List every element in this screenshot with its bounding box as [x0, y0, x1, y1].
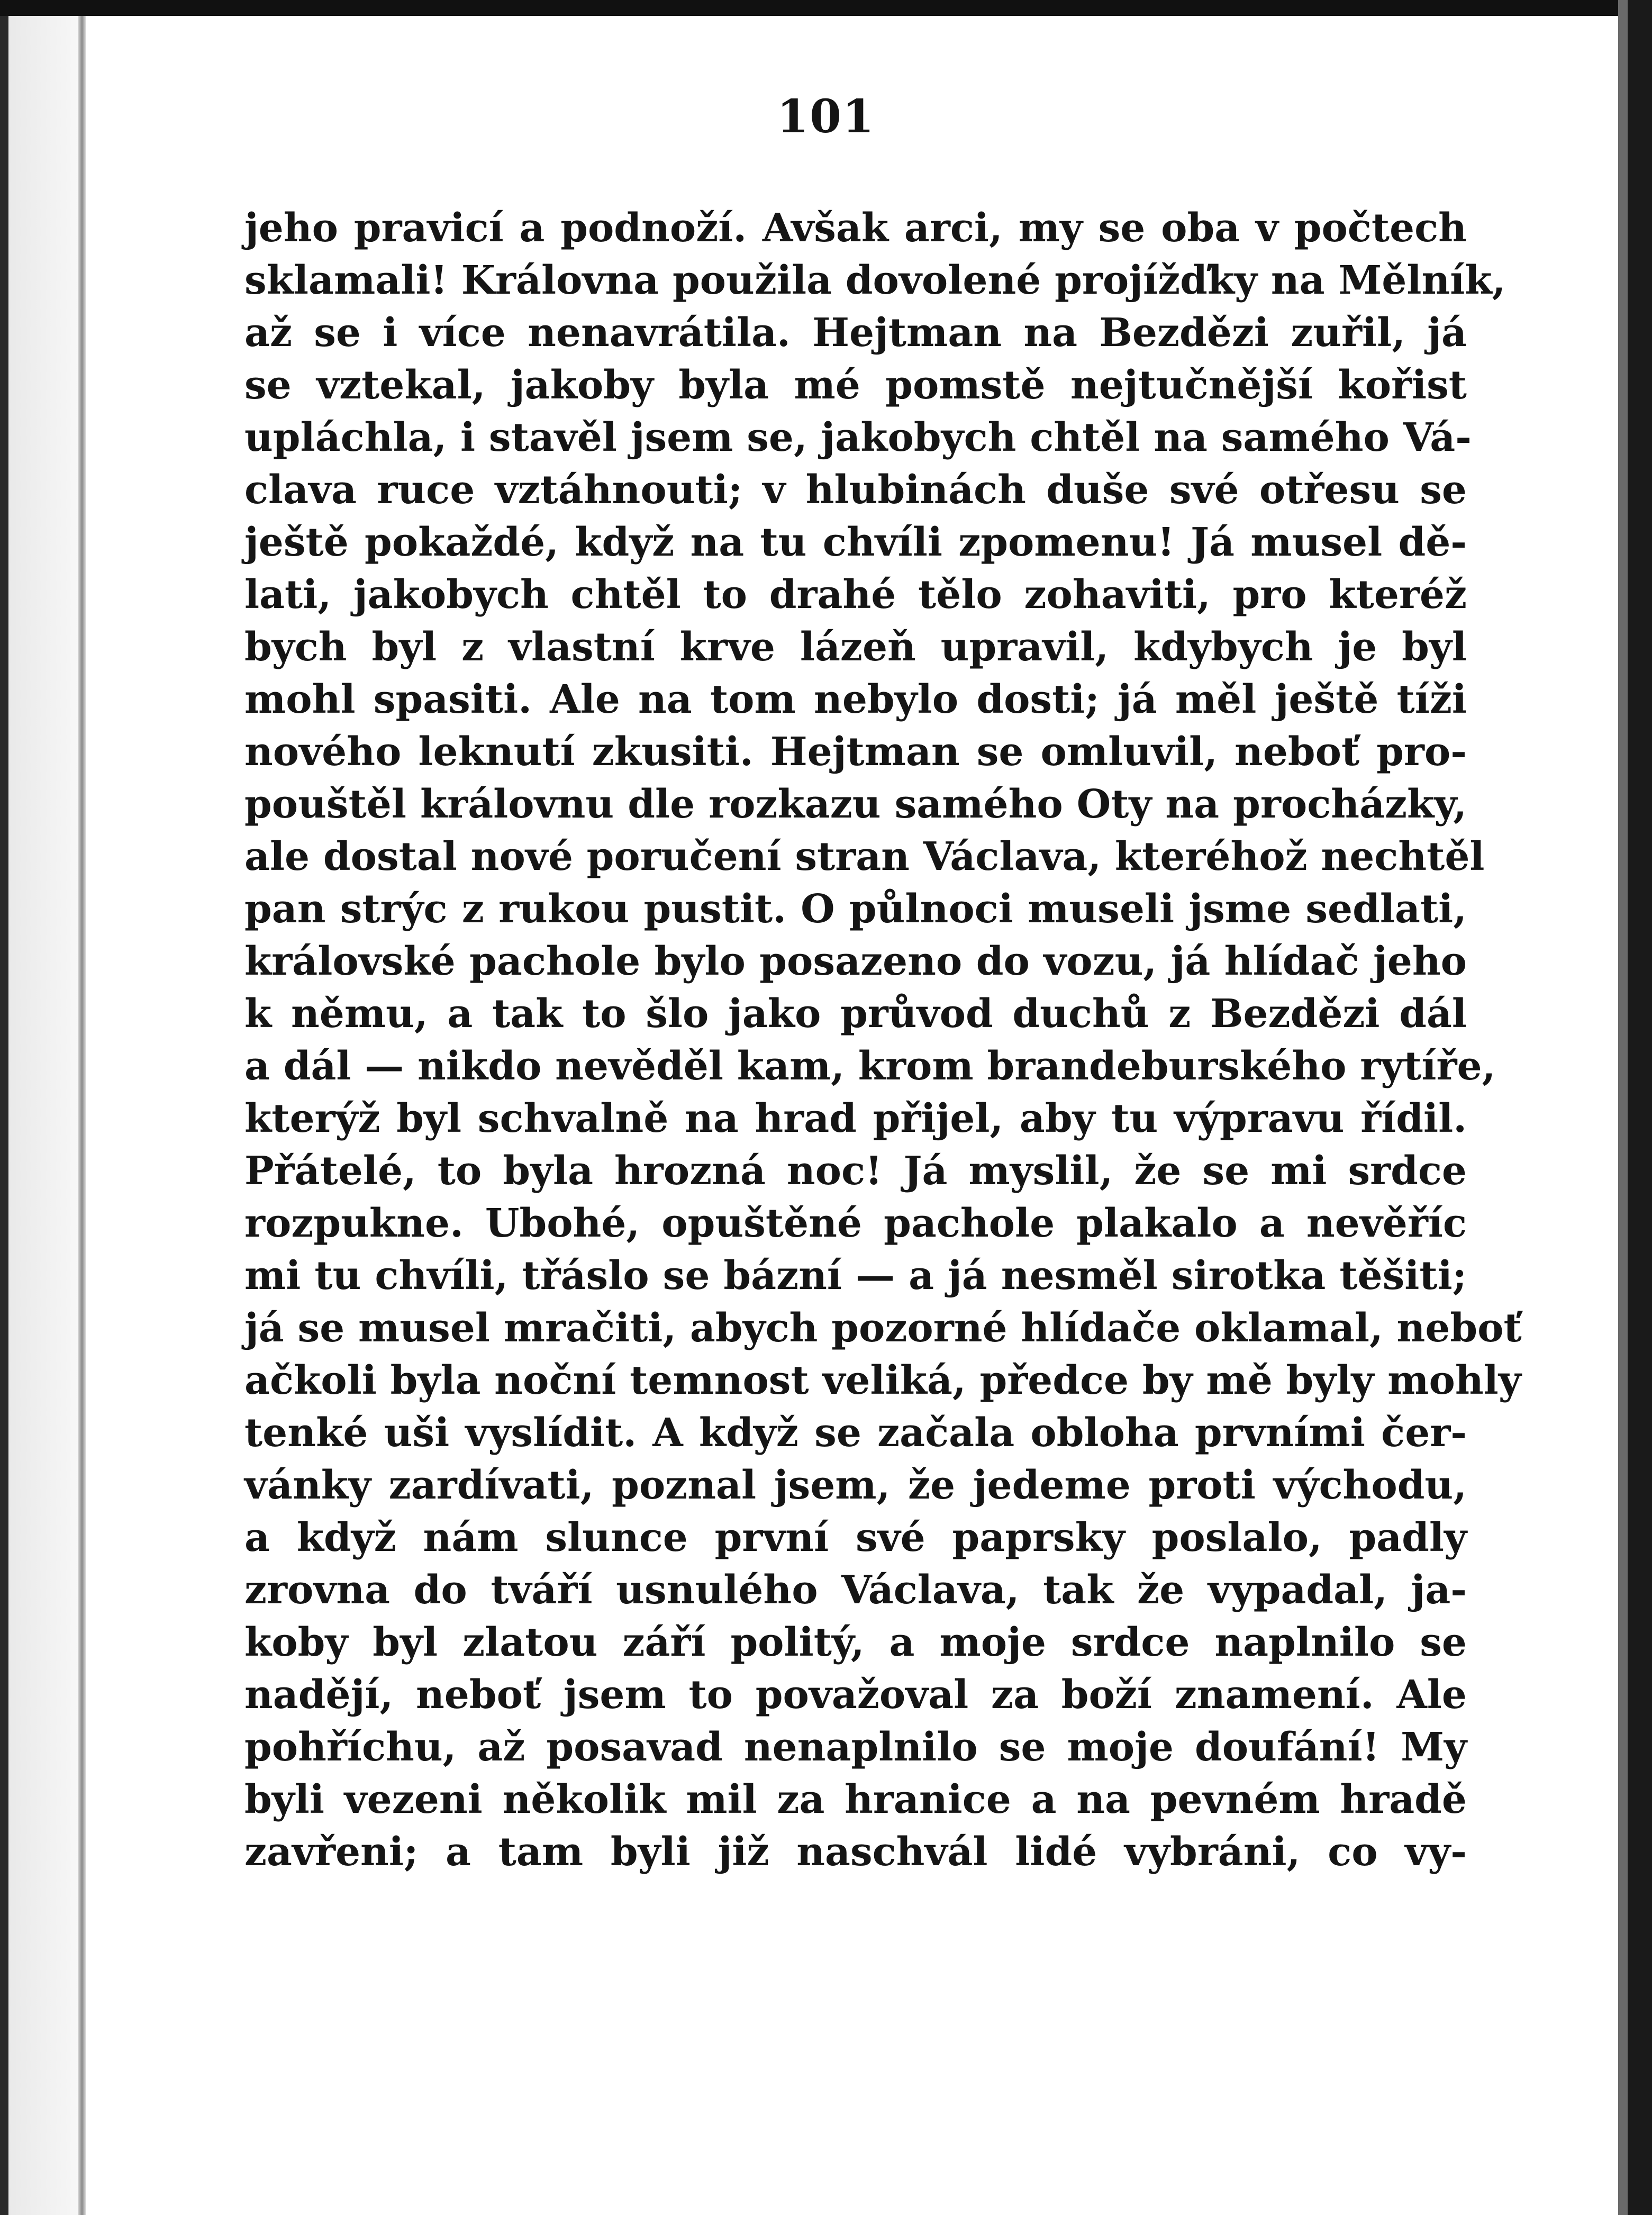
text-line: tenké uši vyslídit. A když se začala obloha prvními čer- [244, 1410, 1467, 1456]
text-line: zavřeni; a tam byli již naschvál lidé vybráni, co vy- [244, 1829, 1467, 1875]
text-line: mi tu chvíli, třáslo se bázní — a já nesměl sirotka těšiti; [244, 1253, 1467, 1299]
text-line: pohříchu, až posavad nenaplnilo se moje doufání! My [244, 1724, 1467, 1770]
text-line: upláchla, i stavěl jsem se, jakobych chtěl na samého Vá- [244, 415, 1472, 460]
text-line: mohl spasiti. Ale na tom nebylo dosti; já měl ještě tíži [244, 677, 1467, 722]
text-line: kterýž byl schvalně na hrad přijel, aby tu výpravu řídil. [244, 1096, 1467, 1141]
text-line: se vztekal, jakoby byla mé pomstě nejtučnější kořist [244, 362, 1467, 408]
page-edge-right [1618, 0, 1628, 2215]
text-line: pouštěl královnu dle rozkazu samého Oty na procházky, [244, 782, 1467, 827]
text-line: až se i více nenavrátila. Hejtman na Bezdězi zuřil, já [244, 310, 1467, 356]
text-line: jeho pravicí a podnoží. Avšak arci, my se oba v počtech [244, 205, 1467, 251]
body-text [244, 202, 1522, 1878]
text-line: vánky zardívati, poznal jsem, že jedeme proti východu, [244, 1463, 1467, 1508]
text-line: ačkoli byla noční temnost veliká, předce by mě byly mohly [244, 1358, 1521, 1403]
text-line: bych byl z vlastní krve lázeň upravil, kdybych je byl [244, 624, 1467, 670]
text-line: já se musel mračiti, abych pozorné hlídače oklamal, neboť [244, 1305, 1522, 1351]
text-line: ale dostal nové poručení stran Václava, kteréhož nechtěl [244, 834, 1485, 879]
text-line: královské pachole bylo posazeno do vozu, já hlídač jeho [244, 939, 1467, 984]
scan-border-left [0, 0, 8, 2215]
scan-border-top [0, 0, 1652, 16]
text-line: zrovna do tváří usnulého Václava, tak že vypadal, ja- [244, 1567, 1467, 1613]
text-line: pan strýc z rukou pustit. O půlnoci museli jsme sedlati, [244, 886, 1467, 932]
text-line: a když nám slunce první své paprsky poslalo, padly [244, 1515, 1467, 1560]
text-line: rozpukne. Ubohé, opuštěné pachole plakalo a nevěříc [244, 1201, 1467, 1246]
text-line: nového leknutí zkusiti. Hejtman se omluvil, neboť pro- [244, 729, 1467, 775]
page-number: 101 [777, 90, 875, 143]
binding-gutter [78, 16, 86, 2215]
text-line: byli vezeni několik mil za hranice a na pevném hradě [244, 1777, 1467, 1822]
text-line: koby byl zlatou září politý, a moje srdce naplnilo se [244, 1620, 1467, 1665]
text-line: k němu, a tak to šlo jako průvod duchů z Bezdězi dál [244, 991, 1467, 1037]
scan-border-right [1628, 0, 1652, 2215]
text-line: clava ruce vztáhnouti; v hlubinách duše své otřesu se [244, 467, 1467, 513]
text-line: Přátelé, to byla hrozná noc! Já myslil, že se mi srdce [244, 1148, 1467, 1194]
text-line: sklamali! Královna použila dovolené projížďky na Mělník, [244, 258, 1506, 303]
gutter-shade [8, 16, 78, 2215]
text-line: a dál — nikdo nevěděl kam, krom brandeburského rytíře, [244, 1043, 1496, 1089]
text-line: lati, jakobych chtěl to drahé tělo zohaviti, pro kteréž [244, 572, 1467, 618]
text-line: nadějí, neboť jsem to považoval za boží znamení. Ale [244, 1672, 1467, 1718]
text-line: ještě pokaždé, když na tu chvíli zpomenu! Já musel dě- [244, 520, 1467, 565]
